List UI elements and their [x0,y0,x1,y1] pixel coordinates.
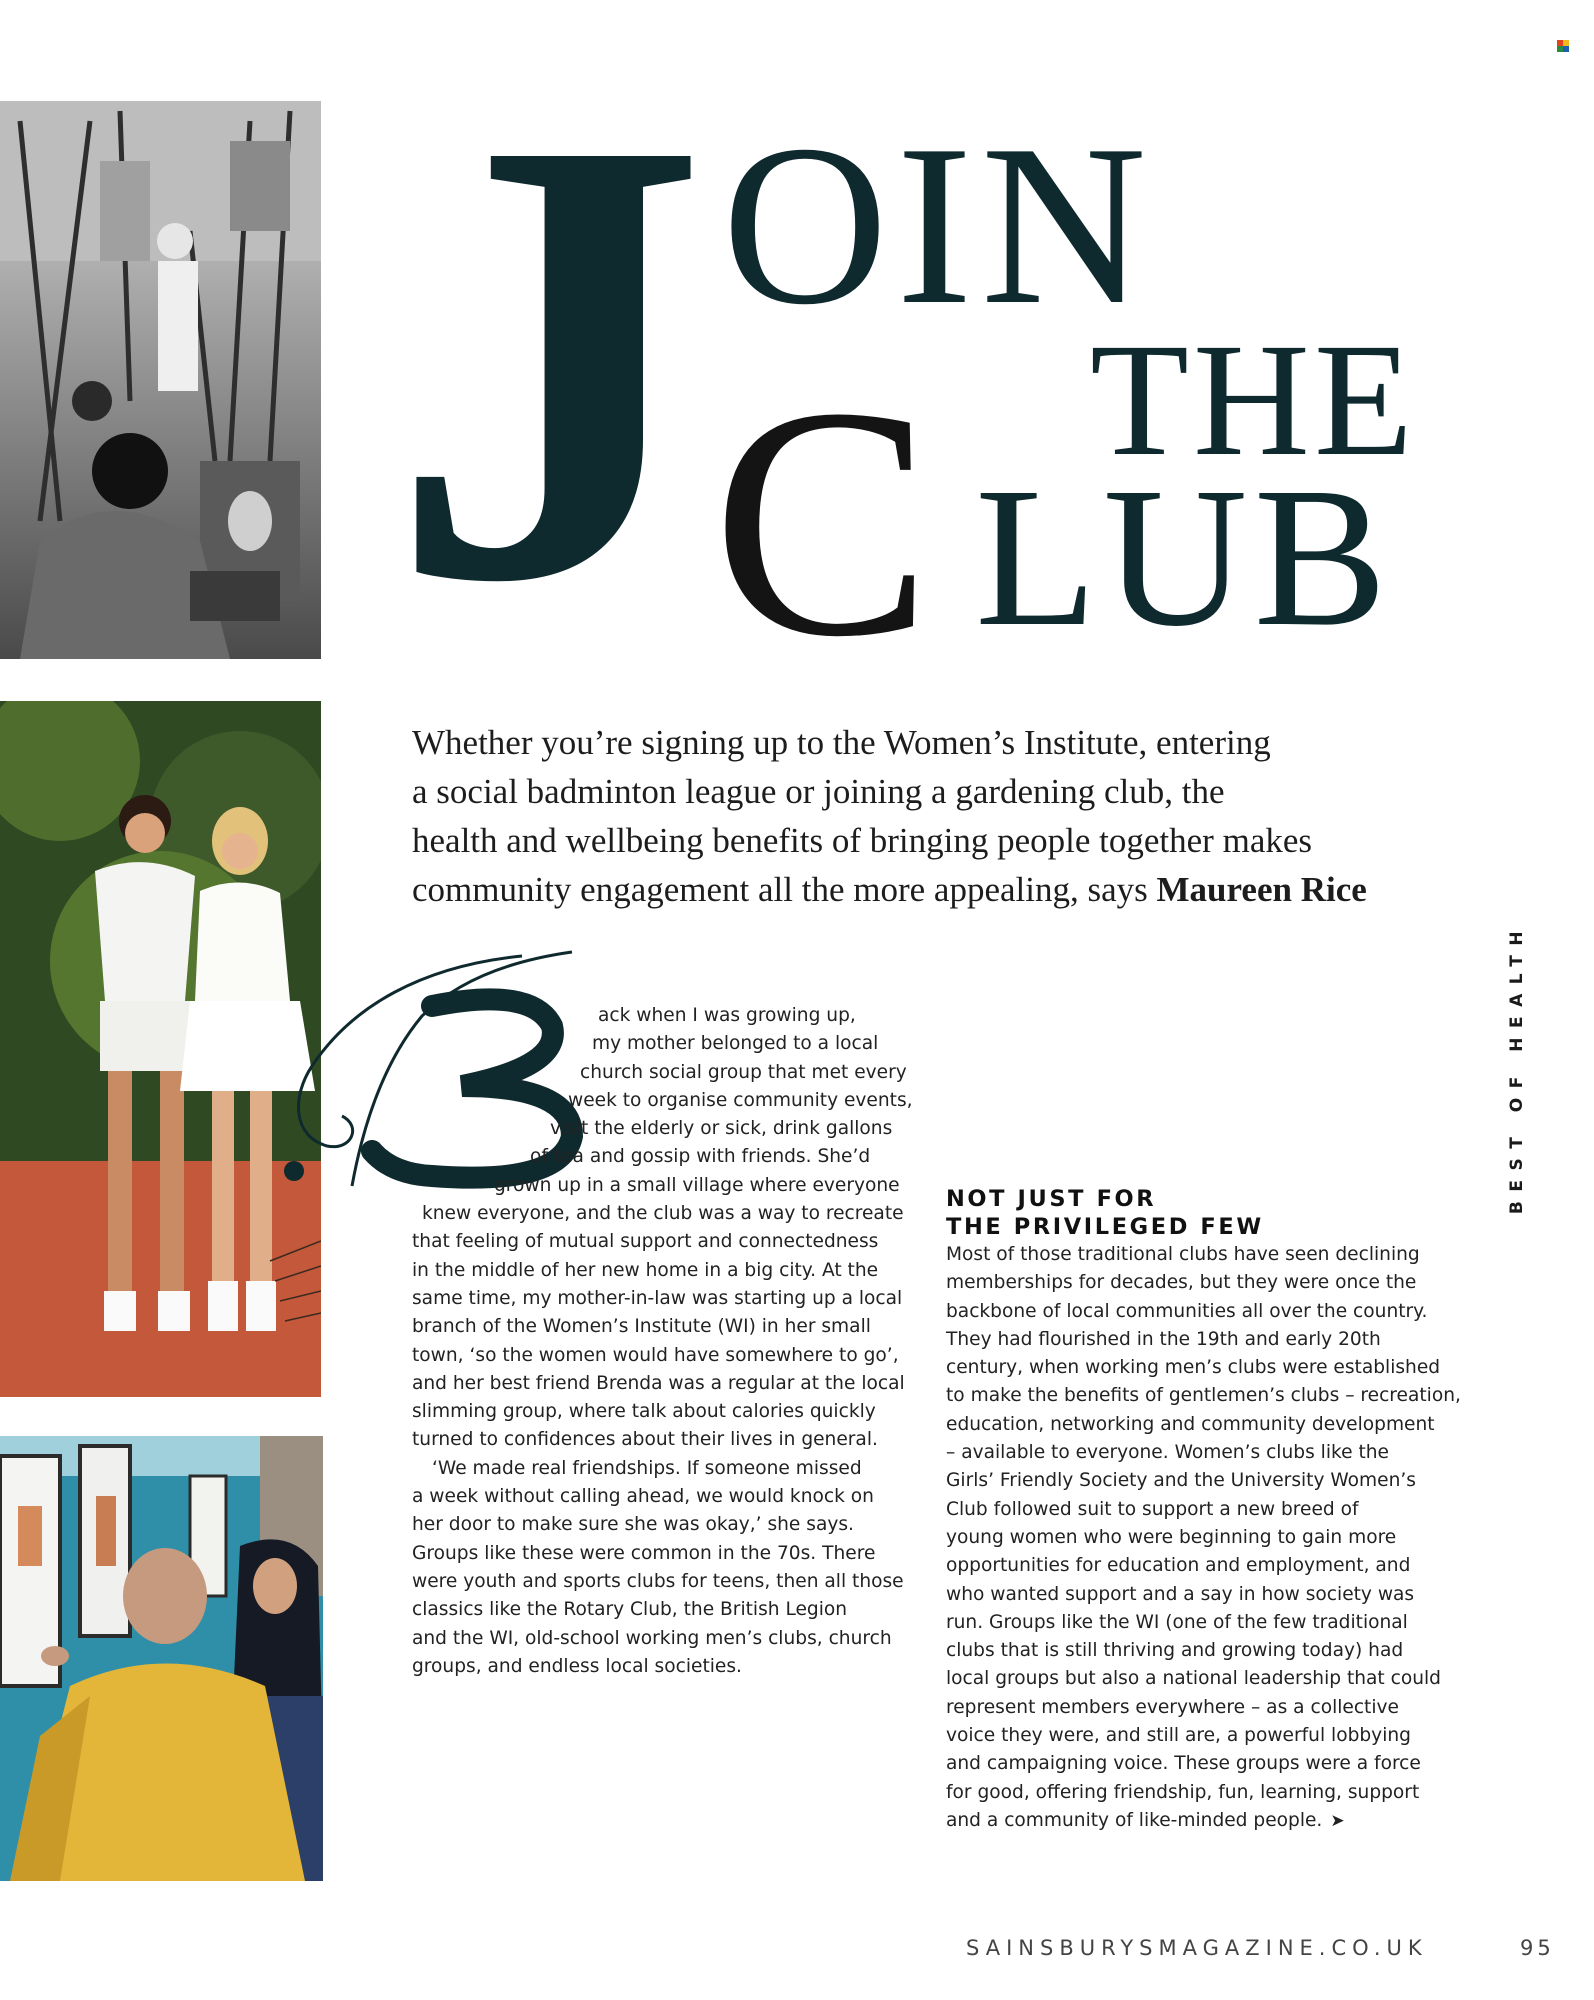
body-line: local groups but also a national leadership that could [946,1668,1441,1690]
body-last-text: and a community of like-minded people. [946,1809,1323,1831]
body-line-last [946,1807,1466,1835]
standfirst [412,718,1462,914]
footer-website: SAINSBURYSMAGAZINE.CO.UK [966,1936,1428,1960]
body-line: ‘We made real friendships. If someone missed [432,1457,862,1479]
body-line: ack when I was growing up, [598,1005,856,1026]
headline-word-lub: LUB [975,447,1393,668]
body-line: education, networking and community development [946,1413,1435,1435]
section-label [1502,905,1532,1230]
body-line: grown up in a small village where everyone [494,1174,900,1196]
body-line: knew everyone, and the club was a way to recreate [422,1203,904,1225]
body-line: visit the elderly or sick, drink gallons [550,1118,893,1140]
body-line: Most of those traditional clubs have seen declining [946,1244,1420,1265]
body-line: voice they were, and still are, a powerful lobbying [946,1725,1411,1747]
body-line: town, ‘so the women would have somewhere to go’, [412,1344,899,1366]
body-line: groups, and endless local societies. [412,1655,742,1677]
body-line: Groups like these were common in the 70s. There [412,1542,876,1564]
standfirst-line: health and wellbeing benefits of bringing people together makes [412,821,1313,860]
body-line: my mother belonged to a local [592,1033,879,1055]
body-line: week to organise community events, [568,1089,913,1111]
body-line: a week without calling ahead, we would knock on [412,1486,874,1508]
body-line: branch of the Women’s Institute (WI) in her small [412,1316,871,1338]
subhead-line-2: THE PRIVILEGED FEW [946,1214,1264,1240]
body-line: in the middle of her new home in a big city. At the [412,1259,879,1281]
art-class-photo [0,101,321,659]
body-line: that feeling of mutual support and connectedness [412,1231,879,1253]
body-line: backbone of local communities all over the country. [946,1300,1428,1322]
drop-cap-letter: B [422,946,563,1196]
body-line: – available to everyone. Women’s clubs like the [946,1442,1389,1464]
body-line: and her best friend Brenda was a regular at the local [412,1372,905,1394]
body-line: to make the benefits of gentlemen’s clubs – recreation, [946,1385,1461,1407]
article-column-2 [946,1185,1466,1835]
section-label-text: BEST OF HEALTH [1507,921,1527,1214]
body-line: turned to confidences about their lives in general. [412,1429,878,1451]
page-number: 95 [1520,1936,1555,1960]
body-line: opportunities for education and employment, and [946,1555,1411,1577]
body-line: were youth and sports clubs for teens, then all those [412,1570,904,1592]
body-line: They had flourished in the 19th and early 20th [946,1328,1381,1350]
brand-color-mark-icon [1557,40,1569,52]
body-line: for good, offering friendship, fun, learning, support [946,1781,1420,1803]
body-line: clubs that is still thriving and growing today) had [946,1640,1404,1662]
body-line: of tea and gossip with friends. She’d [530,1146,871,1168]
body-line: memberships for decades, but they were once the [946,1272,1417,1294]
body-line: run. Groups like the WI (one of the few traditional [946,1611,1408,1633]
body-line: same time, my mother-in-law was starting up a local [412,1287,903,1309]
body-line: represent members everywhere – as a collective [946,1696,1399,1718]
body-line: slimming group, where talk about calories quickly [412,1401,876,1423]
standfirst-last-line: community engagement all the more appealing, says [412,870,1157,909]
body-line: her door to make sure she was okay,’ she says. [412,1514,854,1536]
body-line: Club followed suit to support a new breed of [946,1498,1359,1520]
standfirst-line: Whether you’re signing up to the Women’s Institute, entering [412,723,1271,762]
body-line: church social group that met every [580,1061,907,1083]
author-name: Maureen Rice [1156,870,1367,909]
gallery-visitors-photo [0,1436,323,1881]
body-line: Girls’ Friendly Society and the University Women’s [946,1470,1416,1492]
body-line: who wanted support and a say in how society was [946,1583,1415,1605]
standfirst-line [412,865,1462,914]
article-column-1 [412,1002,922,1681]
subhead-line-1: NOT JUST FOR [946,1186,1157,1212]
body-line: and campaigning voice. These groups were a force [946,1753,1421,1775]
headline-letter-j: J [388,6,708,714]
body-line: and the WI, old-school working men’s clubs, church [412,1627,892,1649]
continue-arrow-icon: ➤ [1330,1810,1345,1831]
body-line: century, when working men’s clubs were established [946,1357,1441,1379]
standfirst-line: a social badminton league or joining a gardening club, the [412,772,1225,811]
headline-word-oin: OIN [722,97,1155,352]
body-line: young women who were beginning to gain more [946,1526,1397,1548]
headline-word-the: THE [1090,311,1417,490]
headline-letter-c: C [712,340,933,705]
body-line: classics like the Rotary Club, the British Legion [412,1599,848,1621]
